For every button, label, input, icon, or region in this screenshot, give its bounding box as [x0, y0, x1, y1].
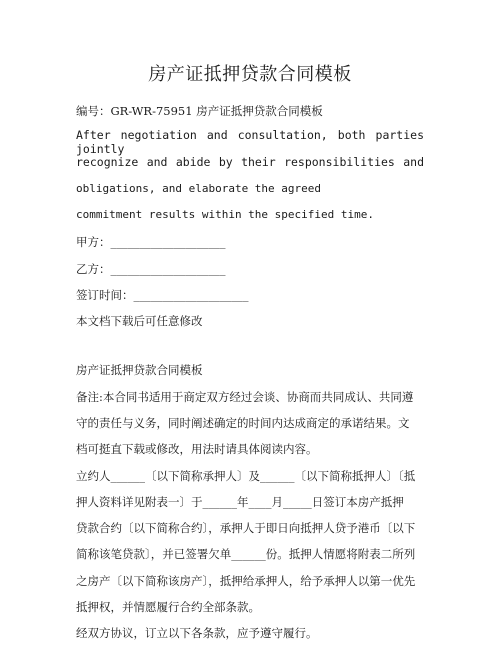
closing-line: 经双方协议，订立以下各条款，应予遵守履行。	[76, 626, 318, 640]
body-line: 简称该笔贷款〕，并已签署欠单______份。抵押人情愿将附表二所列	[76, 547, 416, 561]
intro-line: After negotiation and consultation, both parties jointly	[76, 128, 424, 156]
remark-line: 备注:本合同书适用于商定双方经过会谈、协商而共同成认、共同遵	[76, 390, 414, 404]
intro-line: obligations, and elaborate the agreed	[76, 182, 322, 195]
section-title: 房产证抵押贷款合同模板	[76, 363, 203, 377]
download-note: 本文档下载后可任意修改	[76, 314, 203, 328]
document-number: 编号：GR-WR-75951 房产证抵押贷款合同模板	[76, 104, 323, 118]
intro-line: recognize and abide by their responsibilities and	[76, 155, 424, 169]
sign-time-field: 签订时间：____________________	[76, 288, 249, 302]
body-line: 立约人______〔以下简称承押人〕及______〔以下简称抵押人〕〔抵	[76, 469, 416, 483]
body-line: 之房产〔以下简称该房产〕，抵押给承押人，给予承押人以第一优先	[76, 574, 416, 588]
party-a-field: 甲方：____________________	[76, 235, 226, 249]
intro-line: commitment results within the specified time.	[76, 208, 375, 221]
party-b-field: 乙方：____________________	[76, 262, 226, 276]
body-line: 押人资料详见附表一〕于______年____月_____日签订本房产抵押	[76, 495, 404, 509]
document-title: 房产证抵押贷款合同模板	[148, 64, 352, 85]
body-line: 贷款合约〔以下简称合约〕，承押人于即日向抵押人贷予港币〔以下	[76, 521, 416, 535]
remark-line: 档可挺直下载或修改，用法时请具体阅读内容。	[76, 442, 318, 456]
remark-line: 守的责任与义务，同时阐述确定的时间内达成商定的承诺结果。文	[76, 416, 410, 430]
body-line: 抵押权，并情愿履行合约全部条款。	[76, 600, 260, 614]
